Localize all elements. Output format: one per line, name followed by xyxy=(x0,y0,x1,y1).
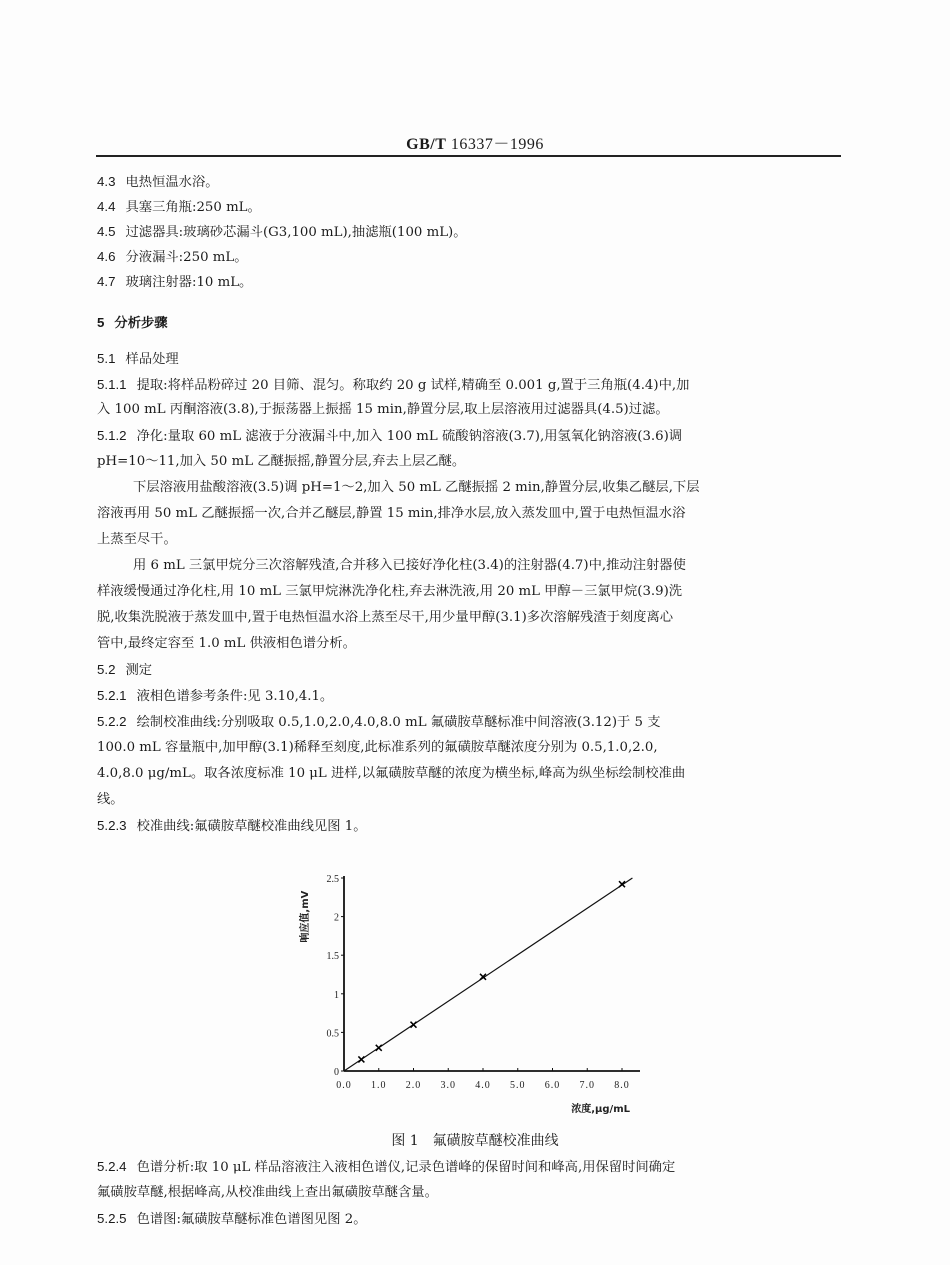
item-number: 5.2 xyxy=(97,662,116,677)
paragraph-line: 脱,收集洗脱液于蒸发皿中,置于电热恒温水浴上蒸至尽干,用少量甲醇(3.1)多次溶解残渣于刻度离心 xyxy=(97,610,674,625)
section-5-1 xyxy=(97,349,179,370)
item-text: 净化:量取 60 mL 滤液于分液漏斗中,加入 100 mL 硫酸钠溶液(3.7),用氢氧化钠溶液(3.6)调 xyxy=(136,429,683,444)
calibration-chart xyxy=(290,860,660,1120)
item-text: 色谱图:氟磺胺草醚标准色谱图见图 2。 xyxy=(136,1212,367,1227)
paragraph-line: 用 6 mL 三氯甲烷分三次溶解残渣,合并移入已接好净化柱(3.4)的注射器(4.7)中,推动注射器使 xyxy=(133,558,686,573)
item-4-4 xyxy=(97,197,261,218)
x-tick-label: 5.0 xyxy=(510,1080,526,1091)
y-tick-label: 0 xyxy=(334,1067,339,1078)
section-5-2-1 xyxy=(97,686,333,707)
x-tick-label: 8.0 xyxy=(614,1080,630,1091)
text-line: pH=10～11,加入 50 mL 乙醚振摇,静置分层,弃去上层乙醚。 xyxy=(97,454,466,469)
item-4-7 xyxy=(97,272,252,293)
item-number: 4.6 xyxy=(97,249,116,264)
x-axis-label: 浓度,μg/mL xyxy=(571,1104,630,1115)
x-tick-label: 6.0 xyxy=(544,1080,561,1091)
section-5-heading xyxy=(97,313,168,334)
item-number: 5.2.3 xyxy=(97,818,127,833)
section-5-2-4 xyxy=(97,1157,675,1178)
x-tick-label: 7.0 xyxy=(579,1080,595,1091)
x-tick-label: 4.0 xyxy=(475,1080,491,1091)
item-4-3 xyxy=(97,172,219,193)
paragraph-line: 上蒸至尽干。 xyxy=(97,532,177,547)
section-5-1-2 xyxy=(97,426,682,447)
data-point-marker xyxy=(376,1045,382,1051)
paragraph-line: 下层溶液用盐酸溶液(3.5)调 pH=1～2,加入 50 mL 乙醚振摇 2 min,静置分层,收集乙醚层,下层 xyxy=(133,480,700,495)
item-number: 4.3 xyxy=(97,174,116,189)
y-tick-label: 2.5 xyxy=(326,874,339,885)
data-point-marker xyxy=(411,1022,417,1028)
item-text: 测定 xyxy=(125,663,153,678)
item-number: 5.1.1 xyxy=(97,377,127,392)
item-number: 5.2.4 xyxy=(97,1159,127,1174)
calibration-fit-line xyxy=(344,878,632,1071)
item-4-6 xyxy=(97,247,248,268)
figure-caption: 图 1 氟磺胺草醚校准曲线 xyxy=(391,1133,559,1149)
item-number: 5.2.1 xyxy=(97,688,127,703)
item-4-5 xyxy=(97,222,467,243)
data-point-marker xyxy=(358,1056,364,1062)
item-text: 校准曲线:氟磺胺草醚校准曲线见图 1。 xyxy=(136,819,367,834)
item-text: 具塞三角瓶:250 mL。 xyxy=(125,200,261,215)
x-tick-label: 0.0 xyxy=(336,1080,352,1091)
paragraph-line: 样液缓慢通过净化柱,用 10 mL 三氯甲烷淋洗净化柱,弃去淋洗液,用 20 mL 甲醇－三氯甲烷(3.9)洗 xyxy=(97,584,683,599)
standard-prefix: GB/T xyxy=(406,136,447,153)
item-text: 色谱分析:取 10 μL 样品溶液注入液相色谱仪,记录色谱峰的保留时间和峰高,用保留时间确定 xyxy=(136,1160,676,1175)
text-line: 4.0,8.0 μg/mL。取各浓度标准 10 μL 进样,以氟磺胺草醚的浓度为横坐标,峰高为纵坐标绘制校准曲 xyxy=(97,766,686,781)
page-header xyxy=(0,131,950,154)
x-tick-label: 3.0 xyxy=(440,1080,456,1091)
standard-number: 16337－1996 xyxy=(450,136,544,153)
item-number: 5.2.2 xyxy=(97,714,127,729)
item-text: 过滤器具:玻璃砂芯漏斗(G3,100 mL),抽滤瓶(100 mL)。 xyxy=(125,225,467,240)
x-tick-label: 1.0 xyxy=(371,1080,387,1091)
text-line: 入 100 mL 丙酮溶液(3.8),于振荡器上振摇 15 min,静置分层,取上层溶液用过滤器具(4.5)过滤。 xyxy=(97,402,669,417)
paragraph-line: 管中,最终定容至 1.0 mL 供液相色谱分析。 xyxy=(97,636,356,651)
text-line: 100.0 mL 容量瓶中,加甲醇(3.1)稀释至刻度,此标准系列的氟磺胺草醚浓度分别为 0.5,1.0,2.0, xyxy=(97,740,658,755)
y-axis-label: 响应值,mV xyxy=(300,890,311,943)
item-number: 4.4 xyxy=(97,199,116,214)
y-tick-label: 1.5 xyxy=(326,951,339,963)
item-text: 液相色谱参考条件:见 3.10,4.1。 xyxy=(136,689,334,704)
y-tick-label: 0.5 xyxy=(326,1028,339,1040)
section-5-1-1 xyxy=(97,375,689,396)
text-line: 氟磺胺草醚,根据峰高,从校准曲线上查出氟磺胺草醚含量。 xyxy=(97,1185,438,1200)
item-text: 提取:将样品粉碎过 20 目筛、混匀。称取约 20 g 试样,精确至 0.001 g,置于三角瓶(4.4)中,加 xyxy=(136,378,690,393)
section-5-2 xyxy=(97,660,152,681)
item-text: 分液漏斗:250 mL。 xyxy=(125,250,248,265)
item-text: 绘制校准曲线:分别吸取 0.5,1.0,2.0,4.0,8.0 mL 氟磺胺草醚标准中间溶液(3.12)于 5 支 xyxy=(136,715,661,730)
item-number: 5.1.2 xyxy=(97,428,127,443)
item-text: 玻璃注射器:10 mL。 xyxy=(125,275,253,290)
item-number: 5.2.5 xyxy=(97,1211,127,1226)
section-5-2-5 xyxy=(97,1209,367,1230)
heading-text: 分析步骤 xyxy=(114,316,168,331)
paragraph-line: 溶液再用 50 mL 乙醚振摇一次,合并乙醚层,静置 15 min,排净水层,放入蒸发皿中,置于电热恒温水浴 xyxy=(97,506,686,521)
item-text: 电热恒温水浴。 xyxy=(125,175,219,190)
header-rule xyxy=(96,155,841,157)
item-number: 4.7 xyxy=(97,274,116,289)
item-number: 4.5 xyxy=(97,224,116,239)
y-tick-label: 2 xyxy=(334,912,339,924)
section-5-2-3 xyxy=(97,816,367,837)
y-tick-label: 1 xyxy=(334,989,339,1001)
text-line: 线。 xyxy=(97,792,124,807)
item-text: 样品处理 xyxy=(125,352,179,367)
section-5-2-2 xyxy=(97,712,661,733)
item-number: 5.1 xyxy=(97,351,116,366)
heading-number: 5 xyxy=(97,315,105,330)
chart-canvas xyxy=(290,860,660,1120)
x-tick-label: 2.0 xyxy=(405,1080,422,1091)
